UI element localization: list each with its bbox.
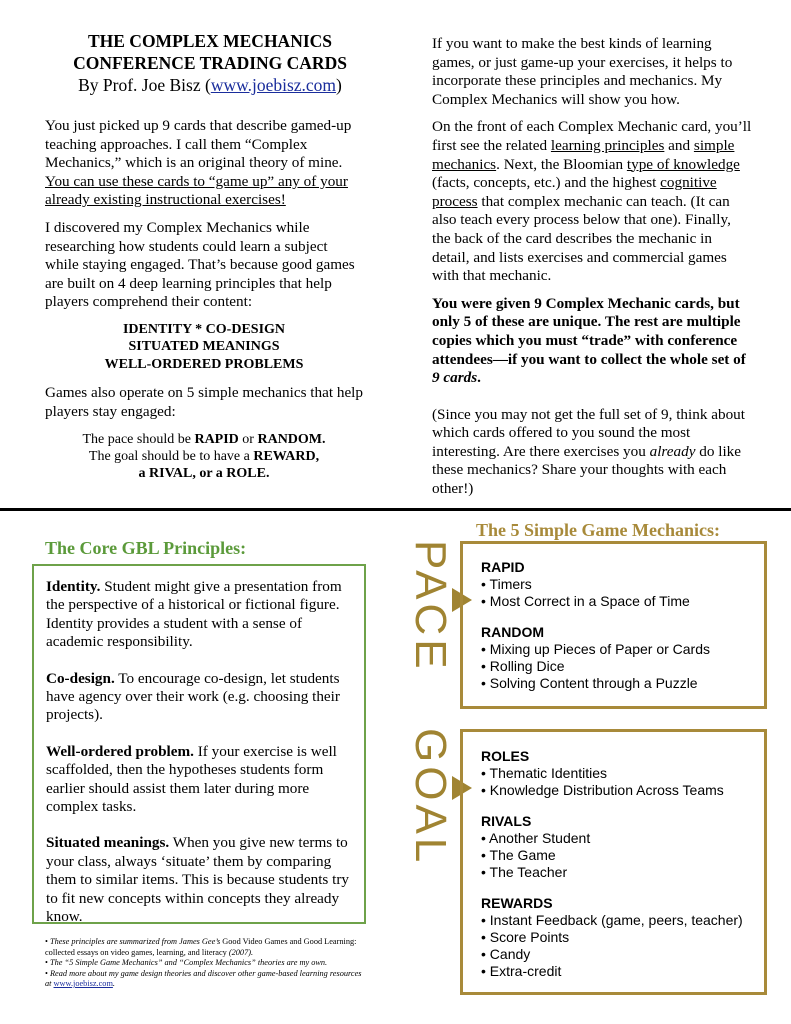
list-item: • Solving Content through a Puzzle: [481, 675, 764, 692]
footnotes: [45, 937, 370, 990]
codesign-principle: Co-design. To encourage co-design, let students have agency over their work (e.g. choosing their projects).: [46, 669, 340, 724]
discovery-paragraph: I discovered my Complex Mechanics while researching how students could learn a subject while staying engaged. That’s because good games are built on 4 deep learning principles that help players comprehend their content:: [45, 218, 355, 311]
footnote-website-link[interactable]: www.joebisz.com: [53, 979, 113, 988]
simple-mechanics-title: The 5 Simple Game Mechanics:: [476, 520, 720, 540]
list-item: • Knowledge Distribution Across Teams: [481, 782, 764, 799]
byline-prefix: By Prof. Joe Bisz (: [78, 75, 211, 95]
core-principles-box: [32, 564, 366, 924]
list-item: • Extra-credit: [481, 963, 764, 980]
mechanics-intro: Games also operate on 5 simple mechanics that help players stay engaged:: [45, 384, 363, 421]
intro-underlined: You can use these cards to “game up” any of your already existing instructional exercises!: [45, 172, 348, 209]
pace-mechanics-box: [460, 541, 767, 709]
goal-mechanics-box: [460, 729, 767, 995]
rivals-list: [481, 830, 764, 881]
core-principles-title: The Core GBL Principles:: [45, 538, 247, 558]
closing-paragraph: (Since you may not get the full set of 9, think about which cards offered to you sound the most interesting. Are there exercises you already do like these mechanics? Share your thoughts with each other!): [432, 405, 745, 498]
list-item: • Timers: [481, 576, 764, 593]
list-item: • Mixing up Pieces of Paper or Cards: [481, 641, 764, 658]
right-column: [432, 35, 752, 508]
identity-principle: Identity. Student might give a presentation from the perspective of a historical or fictional figure. Identity provides a student with a sense of academic responsibility.: [46, 578, 342, 651]
title-line-2: CONFERENCE TRADING CARDS: [73, 53, 347, 73]
purpose-paragraph: If you want to make the best kinds of learning games, or just game-up your exercises, it helps to incorporate these principles and mechanics. My Complex Mechanics will show you how.: [432, 35, 733, 108]
principles-list: IDENTITY * CO-DESIGN SITUATED MEANINGS WELL-ORDERED PROBLEMS: [104, 321, 304, 372]
goal-vertical-label: GOAL: [406, 728, 455, 867]
situated-principle: Situated meanings. When you give new terms to your class, always ‘situate’ them by comparing them to similar items. This is because students try to fit new concepts within concepts they already know.: [46, 834, 350, 926]
roles-heading: ROLES: [481, 748, 530, 764]
author-website-link[interactable]: www.joebisz.com: [210, 75, 337, 95]
section-divider: [0, 508, 791, 511]
footnote-3: • Read more about my game design theories and discover other game-based learning resources at www.joebisz.com.: [45, 968, 362, 988]
list-item: • Thematic Identities: [481, 765, 764, 782]
footnote-2: • The “5 Simple Game Mechanics” and “Complex Mechanics” theories are my own.: [45, 958, 328, 967]
list-item: • Another Student: [481, 830, 764, 847]
random-heading: RANDOM: [481, 624, 544, 640]
byline-suffix: ): [336, 75, 342, 95]
rewards-heading: REWARDS: [481, 895, 553, 911]
title-line-1: THE COMPLEX MECHANICS: [87, 31, 333, 51]
trading-paragraph: You were given 9 Complex Mechanic cards, but only 5 of these are unique. The rest are multiple copies which you must “trade” with conference attendees—if you want to collect the whole set of 9 cards.: [432, 294, 746, 387]
roles-list: [481, 765, 764, 799]
list-item: • Rolling Dice: [481, 658, 764, 675]
list-item: • The Teacher: [481, 864, 764, 881]
pace-goal-summary: The pace should be RAPID or RANDOM. The goal should be to have a REWARD, a RIVAL, or a ROLE.: [82, 431, 326, 481]
footnote-1: • These principles are summarized from James Gee’s Good Video Games and Good Learning: collected essays on video games, learning, and literacy (2007).: [45, 937, 357, 957]
rewards-list: [481, 912, 764, 980]
pace-vertical-label: PACE: [406, 540, 455, 673]
byline: [40, 74, 380, 97]
intro-paragraph: You just picked up 9 cards that describe gamed-up teaching approaches. I call them “Complex Mechanics,” which is an original theory of mine. You can use these cards to “game up” any of your already existing instructional exercises!: [45, 117, 352, 209]
left-column: [45, 117, 363, 482]
rapid-list: [481, 576, 764, 610]
wellordered-principle: Well-ordered problem. If your exercise is well scaffolded, then the hypotheses students form earlier should assist them later during more complex tasks.: [46, 742, 337, 816]
list-item: • Score Points: [481, 929, 764, 946]
random-list: [481, 641, 764, 692]
rapid-heading: RAPID: [481, 559, 525, 575]
rivals-heading: RIVALS: [481, 813, 532, 829]
list-item: • The Game: [481, 847, 764, 864]
card-front-paragraph: On the front of each Complex Mechanic card, you’ll first see the related learning principles and simple mechanics. Next, the Bloomian type of knowledge (facts, concepts, etc.) and the highest cognitive process that complex mechanic can teach. (It can also teach every process below that one). Finally, the back of the card describes the mechanic in detail, and lists exercises and commercial games with that mechanic.: [432, 118, 752, 285]
list-item: • Candy: [481, 946, 764, 963]
title-block: [40, 30, 380, 97]
list-item: • Most Correct in a Space of Time: [481, 593, 764, 610]
list-item: • Instant Feedback (game, peers, teacher): [481, 912, 764, 929]
